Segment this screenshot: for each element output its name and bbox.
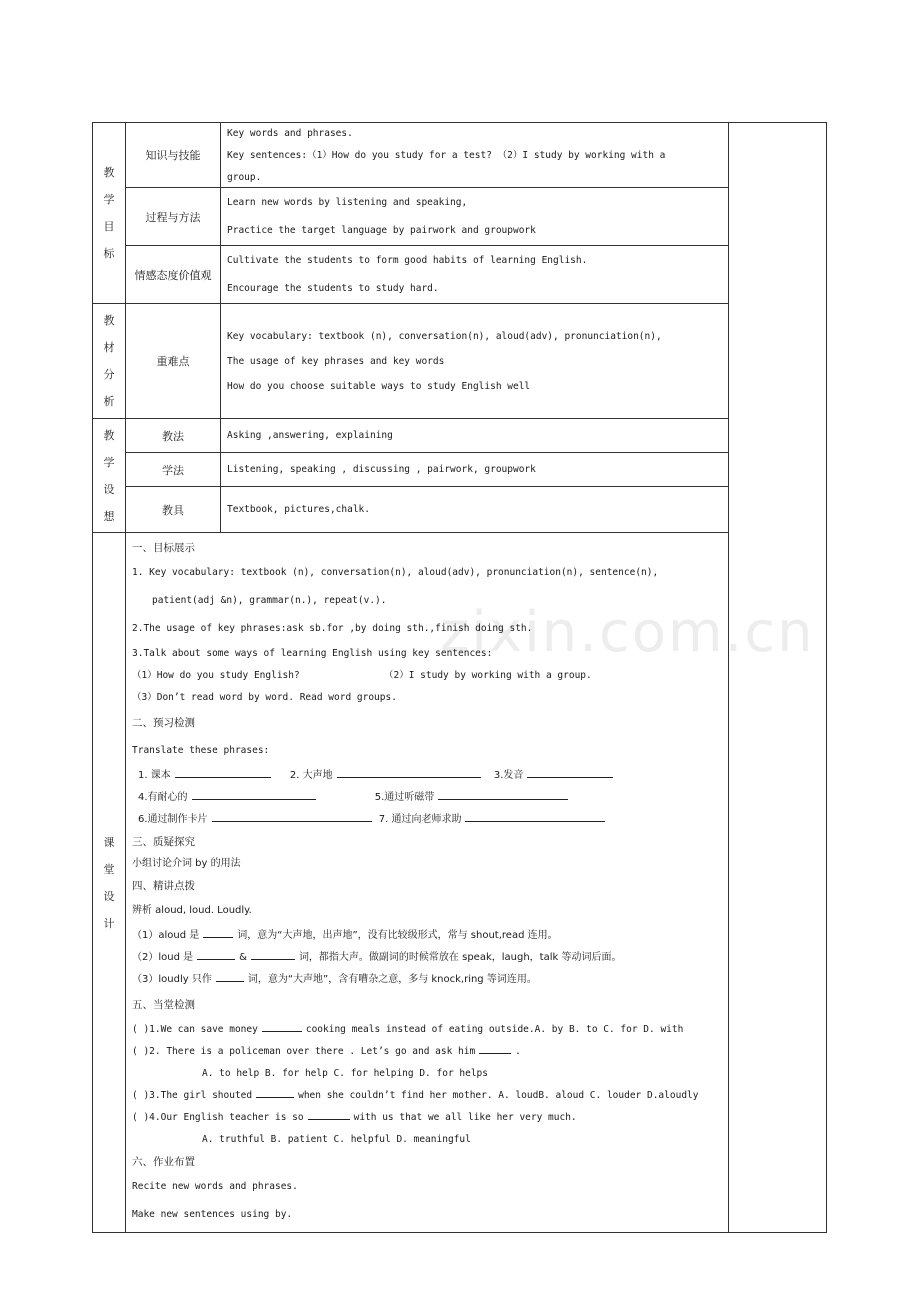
teaching-method-text: Asking ,answering, explaining	[221, 419, 729, 453]
blank-q1[interactable]	[262, 1019, 302, 1032]
sentence-line-1: （1）How do you study English? （2）I study by working with a group.	[132, 670, 592, 681]
question-4-options: A. truthful B. patient C. helpful D. meaningful	[202, 1134, 471, 1145]
heading-goal-display: 一、目标展示	[132, 542, 195, 554]
label-learning-method: 学法	[126, 453, 221, 487]
question-2-options: A. to help B. for help C. for helping D. for helps	[202, 1068, 488, 1079]
question-4: ( )4.Our English teacher is so with us that we all like her very much.	[132, 1107, 728, 1129]
lesson-plan-table	[92, 122, 827, 1233]
aloud-note: （1）aloud 是 词，意为“大声地，出声地”，没有比较级形式，常与 shout,read 连用。	[132, 925, 728, 947]
notes-column	[729, 123, 827, 1233]
teaching-tools-text: Textbook, pictures,chalk.	[221, 487, 729, 533]
goal-knowledge-row	[93, 123, 827, 188]
translate-row-3: 6.通过制作卡片 7. 通过向老师求助	[132, 809, 728, 831]
translate-row-2: 4.有耐心的 5.通过听磁带	[132, 787, 728, 809]
section-material-analysis: 教 材 分 析	[93, 304, 126, 419]
question-2: ( )2. There is a policeman over there . Let’s go and ask him .	[132, 1041, 728, 1063]
watermark: zixin.com.cn	[440, 600, 815, 665]
label-knowledge: 知识与技能	[126, 123, 221, 188]
usage-line: 2.The usage of key phrases:ask sb.for ,by doing sth.,finish doing sth.	[132, 623, 533, 634]
vocab-line-2: patient(adj &n), grammar(n.), repeat(v.).	[152, 595, 387, 606]
learning-method-text: Listening, speaking , discussing , pairwork, groupwork	[221, 453, 729, 487]
class-design-content	[126, 533, 729, 1233]
blank-aloud-type[interactable]	[203, 925, 233, 938]
blank-textbook[interactable]	[175, 765, 271, 778]
translate-row-1: 1. 课本 2. 大声地 3.发音	[132, 765, 728, 787]
blank-loud-type-2[interactable]	[251, 947, 295, 960]
label-emotion: 情感态度价值观	[126, 246, 221, 304]
heading-class-test: 五、当堂检测	[132, 999, 195, 1011]
process-text: Learn new words by listening and speaking, Practice the target language by pairwork and groupwork	[221, 188, 729, 246]
heading-homework: 六、作业布置	[132, 1156, 195, 1168]
sentence-line-2: （3）Don’t read word by word. Read word groups.	[132, 692, 397, 703]
blank-q2[interactable]	[479, 1041, 511, 1054]
knowledge-text: Key words and phrases. Key sentences:（1）How do you study for a test? （2）I study by working with a group.	[221, 123, 729, 188]
group-discussion: 小组讨论介词 by 的用法	[132, 858, 241, 869]
blank-loudly-type[interactable]	[216, 969, 244, 982]
goal-process-row	[93, 188, 827, 246]
section-teaching-plan: 教 学 设 想	[93, 419, 126, 533]
design-row	[93, 533, 827, 1233]
blank-pronunciation[interactable]	[527, 765, 613, 778]
blank-aloud[interactable]	[337, 765, 481, 778]
section-class-design: 课 堂 设 计	[93, 533, 126, 1233]
plan-method-row	[93, 419, 827, 453]
plan-tools-row	[93, 487, 827, 533]
label-teaching-tools: 教具	[126, 487, 221, 533]
blank-patient[interactable]	[192, 787, 316, 800]
homework-2: Make new sentences using by.	[132, 1209, 293, 1220]
homework-1: Recite new words and phrases.	[132, 1181, 298, 1192]
label-key-points: 重难点	[126, 304, 221, 419]
plan-learning-row	[93, 453, 827, 487]
blank-loud-type-1[interactable]	[197, 947, 235, 960]
goal-emotion-row	[93, 246, 827, 304]
blank-q3[interactable]	[256, 1085, 294, 1098]
loudly-note: （3）loudly 只作 词，意为“大声地”，含有嘈杂之意，多与 knock,ring 等词连用。	[132, 969, 728, 991]
blank-listening-tapes[interactable]	[438, 787, 568, 800]
word-distinction: 辨析 aloud, loud. Loudly.	[132, 905, 252, 916]
translate-instruction: Translate these phrases:	[132, 745, 270, 756]
emotion-text: Cultivate the students to form good habits of learning English. Encourage the students to study hard.	[221, 246, 729, 304]
loud-note: （2）loud 是 & 词，都指大声。做副词的时候常放在 speak，laugh，talk 等动词后面。	[132, 947, 728, 969]
heading-preview-check: 二、预习检测	[132, 717, 195, 729]
talk-line: 3.Talk about some ways of learning English using key sentences:	[132, 648, 493, 659]
blank-making-cards[interactable]	[212, 809, 372, 822]
label-process: 过程与方法	[126, 188, 221, 246]
analysis-text: Key vocabulary: textbook (n), conversation(n), aloud(adv), pronunciation(n), The usage of key phrases and key words How do you choose suitable ways to study English well	[221, 304, 729, 419]
section-teaching-goals: 教 学 目 标	[93, 123, 126, 304]
analysis-row	[93, 304, 827, 419]
heading-explanation: 四、精讲点拨	[132, 880, 195, 892]
vocab-line-1: 1. Key vocabulary: textbook (n), conversation(n), aloud(adv), pronunciation(n), sentence(n),	[132, 567, 659, 578]
label-teaching-method: 教法	[126, 419, 221, 453]
blank-q4[interactable]	[308, 1107, 350, 1120]
heading-inquiry: 三、质疑探究	[132, 836, 195, 848]
question-1: ( )1.We can save money cooking meals instead of eating outside.A. by B. to C. for D. with	[132, 1019, 728, 1041]
blank-asking-teacher[interactable]	[465, 809, 605, 822]
question-3: ( )3.The girl shouted when she couldn’t find her mother. A. loudB. aloud C. louder D.aloudly	[132, 1085, 728, 1107]
